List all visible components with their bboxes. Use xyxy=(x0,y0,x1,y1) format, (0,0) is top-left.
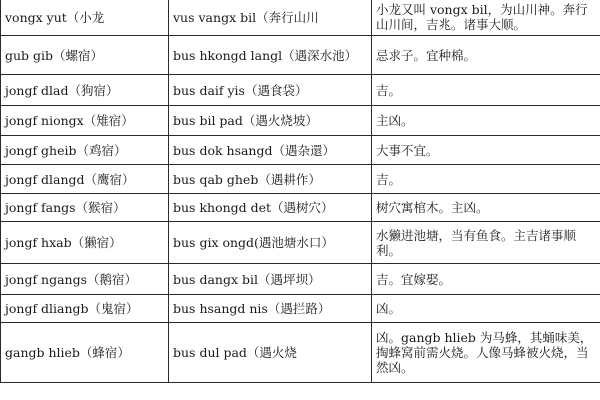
mansion-name-cell: jongf hxab（獭宿） xyxy=(1,222,169,264)
meaning-cell: 吉。 xyxy=(372,165,600,194)
meaning-cell: 忌求子。宜种棉。 xyxy=(372,36,600,75)
encounter-cell: bus dok hsangd（遇杂還） xyxy=(169,136,372,165)
meaning-cell: 水獭进池塘，当有鱼食。主吉诸事顺利。 xyxy=(372,222,600,264)
encounter-cell: bus khongd det（遇树穴） xyxy=(169,194,372,222)
meaning-cell: 主凶。 xyxy=(372,106,600,136)
encounter-cell: bus qab gheb（遇耕作） xyxy=(169,165,372,194)
mansion-name-cell: jongf fangs（猴宿） xyxy=(1,194,169,222)
meaning-cell: 吉。宜嫁娶。 xyxy=(372,264,600,295)
table-row xyxy=(1,194,600,222)
mansion-name-cell: jongf dliangb（鬼宿） xyxy=(1,295,169,323)
mansion-name-cell: jongf gheib（鸡宿） xyxy=(1,136,169,165)
table-row xyxy=(1,222,600,264)
table-row xyxy=(1,323,600,383)
meaning-cell: 大事不宜。 xyxy=(372,136,600,165)
encounter-cell: bus dul pad（遇火烧 xyxy=(169,323,372,383)
meaning-cell: 吉。 xyxy=(372,75,600,106)
table-row xyxy=(1,136,600,165)
encounter-cell: bus bil pad（遇火烧坡） xyxy=(169,106,372,136)
mansion-name-cell: jongf niongx（雉宿） xyxy=(1,106,169,136)
encounter-cell: bus dangx bil（遇坪坝） xyxy=(169,264,372,295)
mansion-name-cell: jongf ngangs（鹅宿） xyxy=(1,264,169,295)
meaning-cell: 凶。 xyxy=(372,295,600,323)
meaning-cell: 树穴寓棺木。主凶。 xyxy=(372,194,600,222)
table-row xyxy=(1,264,600,295)
encounter-cell: bus gix ongd(遇池塘水口） xyxy=(169,222,372,264)
meaning-cell: 小龙又叫 vongx bil，为山川神。奔行山川间，吉兆。诸事大顺。 xyxy=(372,0,600,36)
encounter-cell: bus hkongd langl（遇深水池） xyxy=(169,36,372,75)
table-row xyxy=(1,106,600,136)
table-row xyxy=(1,75,600,106)
meaning-cell: 凶。gangb hlieb 为马蜂，其蛹味美，掏蜂窝前需火烧。人像马蜂被火烧，当然凶。 xyxy=(372,323,600,383)
table-row xyxy=(1,165,600,194)
mansion-name-cell: jongf dlangd（鹰宿） xyxy=(1,165,169,194)
encounter-cell: bus hsangd nis（遇拦路） xyxy=(169,295,372,323)
table-row xyxy=(1,295,600,323)
mansion-name-cell: gub gib（螺宿） xyxy=(1,36,169,75)
encounter-cell: bus daif yis（遇食袋） xyxy=(169,75,372,106)
encounter-cell: vus vangx bil（奔行山川 xyxy=(169,0,372,36)
table-row xyxy=(1,36,600,75)
mansion-name-cell: vongx yut（小龙 xyxy=(1,0,169,36)
table-row xyxy=(1,0,600,36)
mansion-name-cell: jongf dlad（狗宿） xyxy=(1,75,169,106)
mansion-name-cell: gangb hlieb（蜂宿） xyxy=(1,323,169,383)
